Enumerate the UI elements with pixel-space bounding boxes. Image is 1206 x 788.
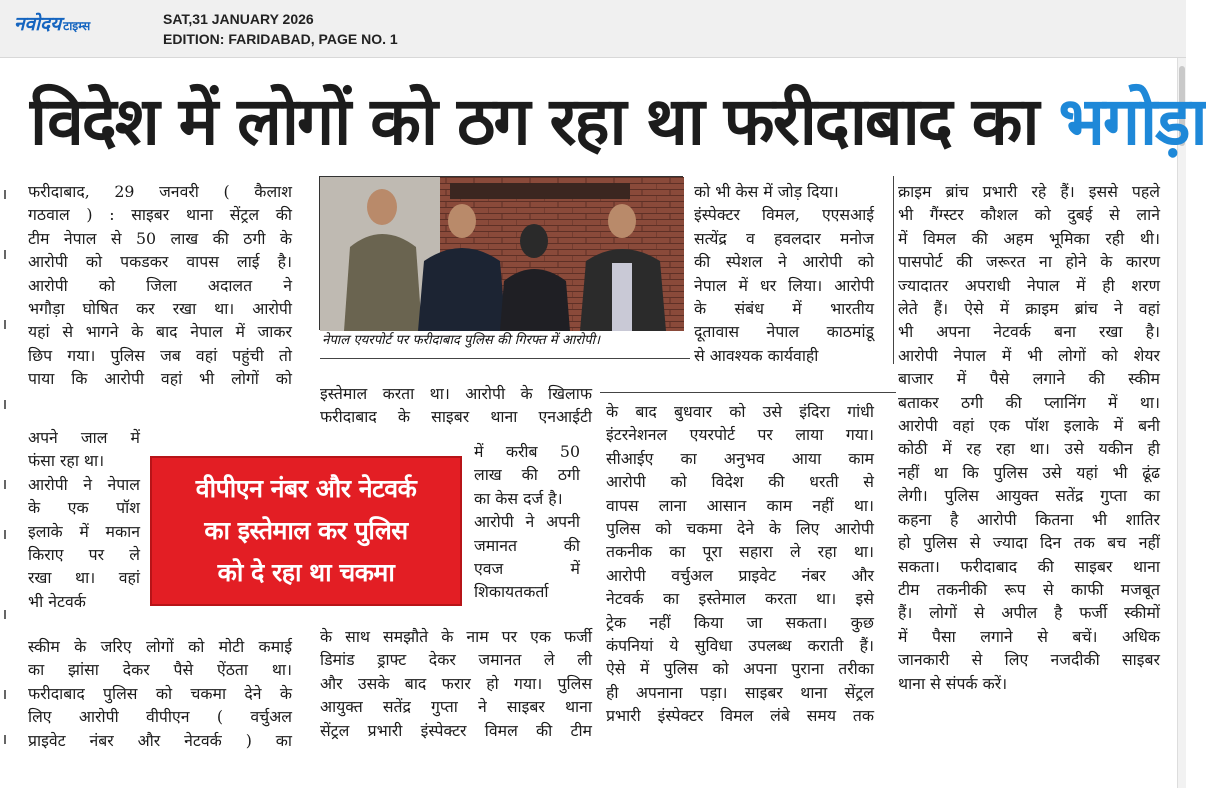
headline-highlight: भगोड़ा: [1058, 83, 1206, 160]
callout-line-3: को दे रहा था चकमा: [217, 558, 395, 587]
text-line: से आवश्यक कार्यवाही: [694, 345, 819, 365]
column-4: [898, 180, 1160, 695]
news-photo[interactable]: [319, 176, 683, 330]
text-line: दूतावास नेपाल काठमांडू: [694, 322, 874, 342]
text-line: टीम तकनीकी रूप से काफी मजबूत: [898, 579, 1160, 599]
text-line: में करीब 50: [474, 442, 580, 461]
text-line: बाजार में पैसे लगाने की स्कीम: [898, 369, 1160, 389]
logo-sub-text: टाइम्स: [63, 19, 91, 33]
text-line: फरीदाबाद, 29 जनवरी ( कैलाश: [28, 182, 292, 201]
text-line: आयुक्त सतेंद्र गुप्ता ने साइबर थाना: [320, 697, 592, 717]
photo-caption: नेपाल एयरपोर्ट पर फरीदाबाद पुलिस की गिरफ्त में आरोपी।: [322, 333, 601, 348]
text-line: प्रभारी इंस्पेक्टर विमल लंबे समय तक: [606, 706, 874, 726]
text-line: भी अपना नेटवर्क बना रखा है।: [898, 322, 1160, 342]
text-line: इंटरनेशनल एयरपोर्ट पर लाया गया।: [606, 425, 874, 445]
text-line: शिकायतकर्ता: [474, 582, 549, 602]
text-line: का झांसा देकर पैसे ऐंठता था।: [28, 660, 292, 680]
text-line: फंसा रहा था।: [28, 451, 105, 471]
text-line: ही अपनाना पड़ा। साइबर थाना सेंट्रल: [606, 682, 874, 702]
logo-main-text: नवोदय: [14, 13, 62, 35]
text-line: जानकारी से लिए नजदीकी साइबर: [898, 650, 1160, 670]
text-line: आरोपी को विदेश की धरती से: [606, 472, 874, 492]
text-line: छिप गया। पुलिस जब वहां पहुंची तो: [28, 345, 292, 365]
text-line: एवज में: [474, 559, 580, 579]
text-line: टीम नेपाल से 50 लाख की ठगी के: [28, 228, 292, 248]
text-line: भी नेटवर्क: [28, 591, 86, 611]
edition-date: SAT,31 JANUARY 2026: [163, 11, 314, 27]
edition-page: EDITION: FARIDABAD, PAGE NO. 1: [163, 31, 398, 47]
text-line: तकनीक का पूरा सहारा ले रहा था।: [606, 542, 874, 562]
text-line: हो पुलिस से ज्यादा दिन तक बच नहीं: [898, 533, 1160, 553]
text-line: भी गैंग्स्टर कौशल को दुबई से लाने: [898, 205, 1160, 225]
text-line: पाया कि आरोपी वहां भी लोगों को: [28, 369, 292, 389]
text-line: गठवाल ) : साइबर थाना सेंट्रल की: [28, 205, 292, 225]
text-line: और उसके बाद फरार हो गया। पुलिस: [320, 673, 592, 693]
cropped-edge-marks: [2, 190, 8, 750]
photo-illustration: [320, 177, 684, 331]
column-2-bottom: [320, 625, 592, 742]
text-line: का केस दर्ज है।: [474, 488, 563, 508]
text-line: अपने जाल में: [28, 428, 140, 447]
text-line: कोठी में रह रहा था। उसे यकीन ही: [898, 439, 1160, 459]
text-line: वापस लाना आसान काम नहीं था।: [606, 495, 874, 515]
text-line: पासपोर्ट की जरूरत ना होने के कारण: [898, 252, 1160, 272]
text-line: के बाद बुधवार को उसे इंदिरा गांधी: [606, 402, 874, 421]
column-1-bottom: [28, 635, 292, 752]
text-line: ऐसे में पुलिस को अपना पुराना तरीका: [606, 659, 874, 679]
text-line: को भी केस में जोड़ दिया।: [694, 182, 839, 201]
text-line: सीआईए का अनुभव आया काम: [606, 448, 874, 468]
text-line: आरोपी ने अपनी: [474, 512, 580, 532]
text-line: सेंट्रल प्रभारी इंस्पेक्टर विमल की टीम: [320, 720, 592, 740]
text-line: जमानत की: [474, 535, 580, 555]
text-line: ट्रेक नहीं किया जा सकता। कुछ: [606, 612, 874, 632]
text-line: सकता। फरीदाबाद की साइबर थाना: [898, 556, 1160, 576]
text-line: लाख की ठगी: [474, 465, 580, 485]
text-line: प्राइवेट नंबर और नेटवर्क ) का: [28, 730, 292, 750]
text-line: ज्यादातर अपराधी नेपाल में ही शरण: [898, 275, 1160, 295]
column-3-bottom: [606, 400, 874, 728]
column-2-top: [320, 382, 592, 429]
text-line: के साथ समझौते के नाम पर एक फर्जी: [320, 627, 592, 646]
vertical-scrollbar[interactable]: [1177, 58, 1186, 788]
text-line: रखा था। वहां: [28, 568, 140, 588]
text-line: आरोपी नेपाल में भी लोगों को शेयर: [898, 345, 1160, 365]
text-line: लिए आरोपी वीपीएन ( वर्चुअल: [28, 707, 292, 727]
text-line: लेते हैं। ऐसे में क्राइम ब्रांच ने वहां: [898, 299, 1160, 319]
text-line: लेगी। पुलिस आयुक्त सतेंद्र गुप्ता का: [898, 486, 1160, 506]
callout-line-1: वीपीएन नंबर और नेटवर्क: [195, 474, 417, 503]
text-line: आरोपी वर्चुअल प्राइवेट नंबर और: [606, 565, 874, 585]
text-line: किराए पर ले: [28, 545, 140, 565]
column-1-top: [28, 180, 292, 391]
column-3-top: [694, 180, 874, 367]
text-line: क्राइम ब्रांच प्रभारी रहे हैं। इससे पहले: [898, 182, 1160, 201]
column-divider: [893, 176, 894, 364]
text-line: भगौड़ा घोषित कर रखा था। आरोपी: [28, 299, 292, 319]
text-line: सत्येंद्र व हवलदार मनोज: [694, 228, 874, 248]
text-line: नहीं था कि पुलिस उसे यहां भी ढूंढ: [898, 462, 1160, 482]
edition-info: [163, 9, 398, 49]
text-line: पुलिस को चकमा देने के लिए आरोपी: [606, 519, 874, 539]
headline-main: विदेश में लोगों को ठग रहा था फरीदाबाद का: [30, 83, 1059, 160]
article-headline: [30, 72, 1206, 172]
text-line: कंपनियां ये सुविधा उपलब्ध कराती हैं।: [606, 636, 874, 656]
text-line: डिमांड ड्राफ्ट देकर जमानत ले ली: [320, 650, 592, 670]
text-line: इस्तेमाल करता था। आरोपी के खिलाफ: [320, 384, 592, 403]
text-line: आरोपी ने नेपाल: [28, 474, 140, 494]
text-line: आरोपी को पकडकर वापस लाई है।: [28, 252, 292, 272]
text-line: में विमल की अहम भूमिका रही थी।: [898, 228, 1160, 248]
text-line: इंस्पेक्टर विमल, एएसआई: [694, 205, 874, 225]
text-line: बताकर ठगी की प्लानिंग में था।: [898, 392, 1160, 412]
text-line: स्कीम के जरिए लोगों को मोटी कमाई: [28, 637, 292, 656]
text-line: यहां से भागने के बाद नेपाल में जाकर: [28, 322, 292, 342]
callout-line-2: का इस्तेमाल कर पुलिस: [204, 516, 408, 545]
newspaper-logo[interactable]: [14, 10, 91, 35]
text-line: कहना है आरोपी कितना भी शातिर: [898, 509, 1160, 529]
text-line: थाना से संपर्क करें।: [898, 673, 1008, 693]
column-1-narrow: [28, 426, 140, 613]
text-line: फरीदाबाद पुलिस को चकमा देने के: [28, 683, 292, 703]
text-line: इलाके में मकान: [28, 521, 140, 541]
text-line: नेपाल में धर लिया। आरोपी: [694, 275, 874, 295]
highlight-callout: [150, 456, 462, 606]
text-line: में पैसा लगाने से बचें। अधिक: [898, 626, 1160, 646]
masthead-bar: [0, 0, 1186, 58]
section-divider: [600, 392, 896, 393]
text-line: की स्पेशल ने आरोपी को: [694, 252, 874, 272]
text-line: के संबंध में भारतीय: [694, 299, 874, 319]
column-2-narrow: [474, 440, 580, 604]
text-line: फरीदाबाद के साइबर थाना एनआईटी: [320, 407, 592, 427]
text-line: के एक पॉश: [28, 498, 140, 518]
text-line: हैं। लोगों से अपील है फर्जी स्कीमों: [898, 603, 1160, 623]
text-line: नेटवर्क का इस्तेमाल करता था। इसे: [606, 589, 874, 609]
text-line: आरोपी वहां एक पॉश इलाके में बनी: [898, 416, 1160, 436]
text-line: आरोपी को जिला अदालत ने: [28, 275, 292, 295]
caption-divider: [320, 358, 690, 359]
